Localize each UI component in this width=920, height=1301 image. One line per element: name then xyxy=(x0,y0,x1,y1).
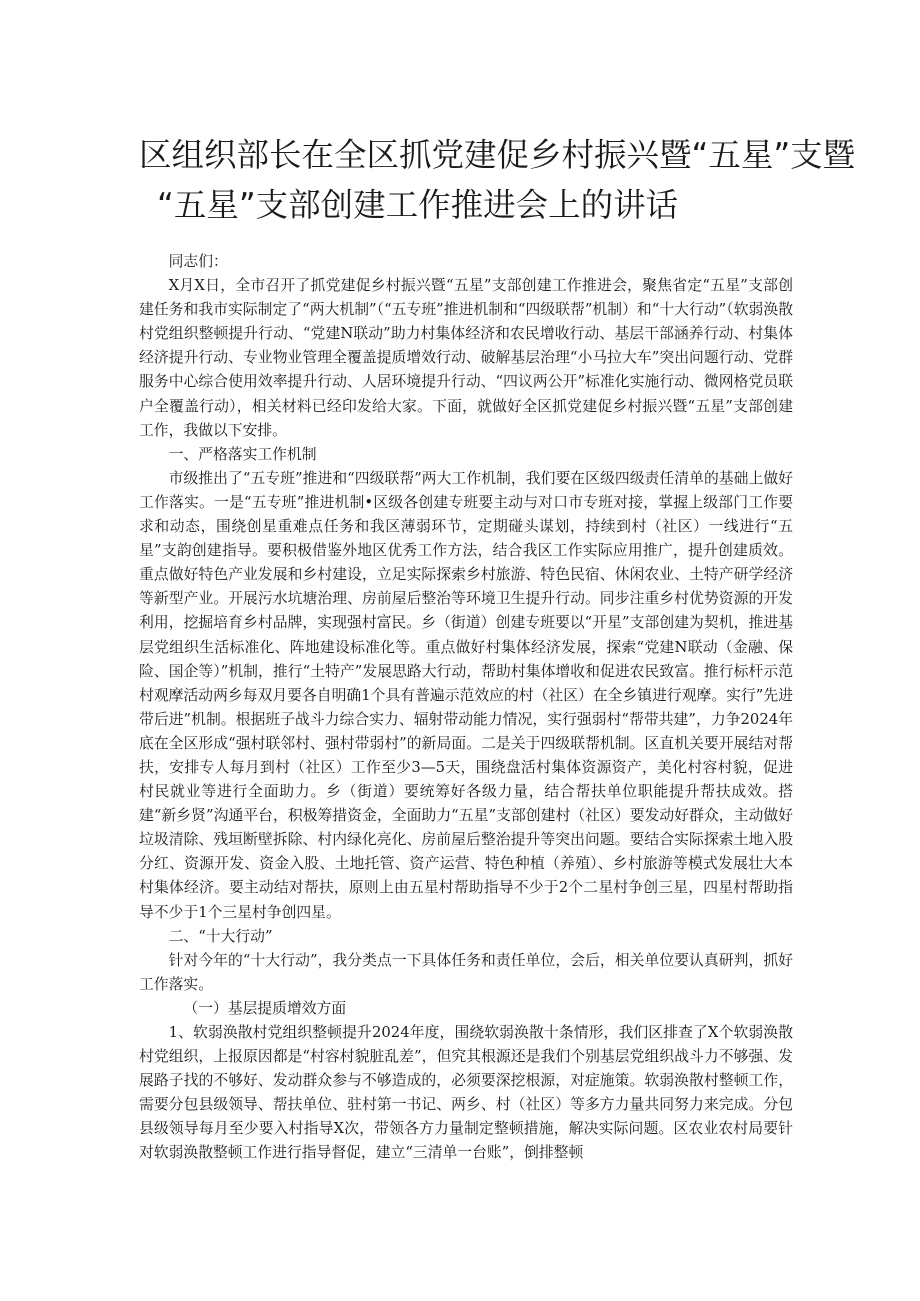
section-1-paragraph: 市级推出了“五专班”推进和“四级联帮”两大工作机制，我们要在区级四级责任清单的基础上做好工作落实。一是“五专班”推进机制•区级各创建专班要主动与对口市专班对接，掌握上级部门工作要求和动态，围绕创星重难点任务和我区薄弱环节，定期碰头谋划，持续到村（社区）一线进行“五星”支韵创建指导。要积极借鉴外地区优秀工作方法，结合我区工作实际应用推广，提升创建质效。重点做好特色产业发展和乡村建设，立足实际探索乡村旅游、特色民宿、休闲农业、土特产研学经济等新型产业。开展污水坑塘治理、房前屋后整治等环境卫生提升行动。同步注重乡村优势资源的开发利用，挖掘培育乡村品牌，实现强村富民。乡（街道）创建专班要以“开星”支部创建为契机，推进基层党组织生活标准化、阵地建设标准化等。重点做好村集体经济发展，探索“党建N联动（金融、保险、国企等）”机制，推行“土特产”发展思路大行动，帮助村集体增收和促进农民致富。推行标杆示范村观摩活动两乡每双月要各自明确1个具有普遍示范效应的村（社区）在全乡镇进行观摩。实行”先进带后进”机制。根据班子战斗力综合实力、辐射带动能力情况，实行强弱村“帮带共建”，力争2024年底在全区形成“强村联邻村、强村带弱村”的新局面。二是关于四级联帮机制。区直机关要开展结对帮扶，安排专人每月到村（社区）工作至少3—5天，围绕盘活村集体资源资产，美化村容村貌，促进村民就业等进行全面助力。乡（街道）要统筹好各级力量，结合帮扶单位职能提升帮扶成效。搭建“新乡贤”沟通平台，积极筹措资金，全面助力“五星”支部创建村（社区）要发动好群众，主动做好垃圾清除、残垣断壁拆除、村内绿化亮化、房前屋后整治提升等突出问题。要结合实际探索土地入股分红、资源开发、资金入股、土地托管、资产运营、特色种植（养殖）、乡村旅游等模式发展壮大本村集体经济。要主动结对帮扶，原则上由五星村帮助指导不少于2个二星村争创三星，四星村帮助指导不少于1个三星村争创四星。 xyxy=(139,469,793,921)
section-heading-1: 一、严格落实工作机制 xyxy=(168,445,317,463)
title-line-1: 区组织部长在全区抓党建促乡村振兴暨“五星”支暨 xyxy=(139,136,856,174)
salutation: 同志们： xyxy=(168,253,228,270)
section-heading-2: 二、“十大行动” xyxy=(168,927,273,945)
item-1-paragraph: 1、软弱涣散村党组织整顿提升2024年度，围绕软弱涣散十条情形，我们区排查了X个软弱涣散村党组织，上报原因都是“村容村貌脏乱差”，但究其根源还是我们个别基层党组织战斗力不够强、发展路子找的不够好、发动群众参与不够造成的，必须要深挖根源，对症施策。软弱涣散村整顿工作，需要分包县级领导、帮扶单位、驻村第一书记、两乡、村（社区）等多方力量共同努力来完成。分包县级领导每月至少要入村指导X次，带领各方力量制定整顿措施，解决实际问题。区农业农村局要针对软弱涣散整顿工作进行指导督促，建立“三清单一台账”，倒排整顿 xyxy=(139,1024,793,1162)
title-line-2: “五星”支部创建工作推进会上的讲话 xyxy=(157,186,679,224)
subheading-2-1: （一）基层提质增效方面 xyxy=(183,999,347,1017)
intro-paragraph: X月X日，全市召开了抓党建促乡村振兴暨“五星”支部创建工作推进会，聚焦省定“五星”支部创建任务和我市实际制定了“两大机制”（“五专班”推进机制和“四级联帮”机制）和“十大行动”（软弱涣散村党组织整顿提升行动、“党建N联动”助力村集体经济和农民增收行动、基层干部涵养行动、村集体经济提升行动、专业物业管理全覆盖提质增效行动、破解基层治理“小马拉大车”突出问题行动、党群服务中心综合使用效率提升行动、人居环境提升行动、“四议两公开”标准化实施行动、微网格党员联户全覆盖行动），相关材料已经印发给大家。下面，就做好全区抓党建促乡村振兴暨“五星”支部创建工作，我做以下安排。 xyxy=(139,277,793,439)
document-body xyxy=(139,250,793,1166)
document-title xyxy=(139,130,856,230)
section-2-paragraph: 针对今年的“十大行动”，我分类点一下具体任务和责任单位，会后，相关单位要认真研判，抓好工作落实。 xyxy=(139,951,793,993)
